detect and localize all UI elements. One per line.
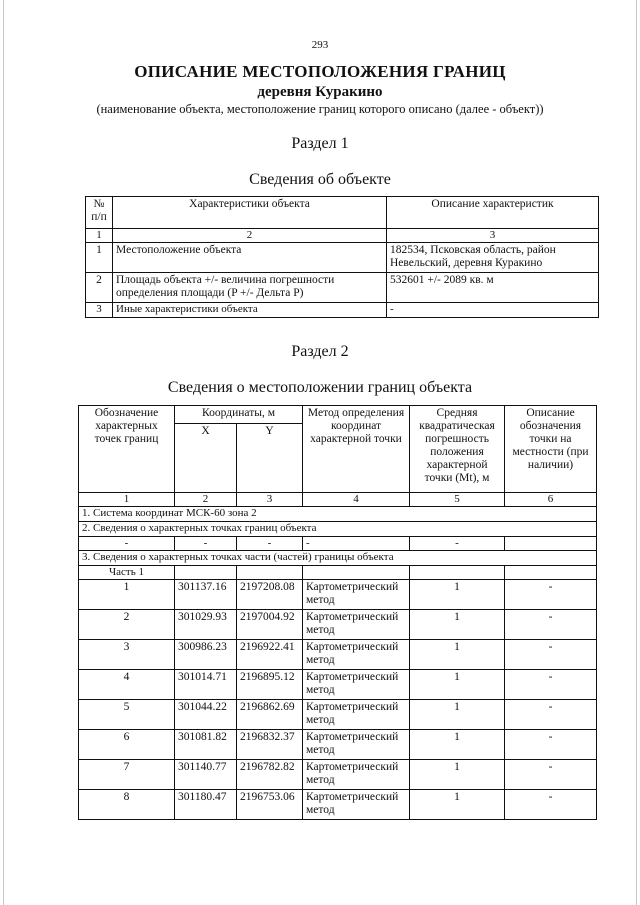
cell-dash: - — [79, 537, 175, 551]
point-x: 301180.47 — [175, 790, 237, 820]
point-y: 2196832.37 — [237, 730, 303, 760]
table-row — [79, 700, 597, 730]
cell-dash: - — [303, 537, 410, 551]
header-x: X — [175, 424, 237, 493]
point-method: Картометрический метод — [303, 670, 410, 700]
point-number: 7 — [79, 760, 175, 790]
header-y: Y — [237, 424, 303, 493]
cell-dash — [505, 537, 597, 551]
section1-heading: Раздел 1 — [291, 135, 349, 152]
section2-caption: Сведения о местоположении границ объекта — [167, 379, 473, 396]
table-row — [79, 537, 597, 551]
point-error: 1 — [410, 790, 505, 820]
point-number: 2 — [79, 610, 175, 640]
table-row — [79, 760, 597, 790]
page-number: 293 — [311, 39, 329, 51]
object-info-table — [85, 196, 599, 318]
point-method: Картометрический метод — [303, 760, 410, 790]
table-row — [79, 670, 597, 700]
table-row — [79, 580, 597, 610]
col-number: 2 — [175, 493, 237, 507]
point-x: 300986.23 — [175, 640, 237, 670]
cell-dash: - — [175, 537, 237, 551]
table-row — [79, 730, 597, 760]
table-row — [86, 303, 599, 318]
empty-cell — [237, 566, 303, 580]
col-number: 1 — [79, 493, 175, 507]
row-description: 182534, Псковская область, район Невельский, деревня Куракино — [387, 243, 599, 273]
point-x: 301081.82 — [175, 730, 237, 760]
header-point: Обозначение характерных точек границ — [79, 406, 175, 493]
point-y: 2196753.06 — [237, 790, 303, 820]
cell-dash: - — [410, 537, 505, 551]
coordinate-system-row: 1. Система координат МСК-60 зона 2 — [79, 507, 597, 522]
point-number: 4 — [79, 670, 175, 700]
point-number: 3 — [79, 640, 175, 670]
point-method: Картометрический метод — [303, 610, 410, 640]
point-number: 6 — [79, 730, 175, 760]
point-error: 1 — [410, 730, 505, 760]
col-number: 1 — [86, 229, 113, 243]
point-x: 301044.22 — [175, 700, 237, 730]
row-characteristic: Площадь объекта +/- величина погрешности определения площади (P +/- Дельта P) — [113, 273, 387, 303]
point-error: 1 — [410, 700, 505, 730]
point-marking: - — [505, 790, 597, 820]
table-row — [86, 273, 599, 303]
point-number: 5 — [79, 700, 175, 730]
object-name: деревня Куракино — [257, 84, 383, 100]
point-error: 1 — [410, 670, 505, 700]
row-description: - — [387, 303, 599, 318]
point-method: Картометрический метод — [303, 730, 410, 760]
row-description: 532601 +/- 2089 кв. м — [387, 273, 599, 303]
point-method: Картометрический метод — [303, 790, 410, 820]
empty-cell — [505, 566, 597, 580]
point-x: 301029.93 — [175, 610, 237, 640]
point-method: Картометрический метод — [303, 640, 410, 670]
part-points-section-row: 3. Сведения о характерных точках части (частей) границы объекта — [79, 551, 597, 566]
col-number: 6 — [505, 493, 597, 507]
header-marking: Описание обозначения точки на местности (при наличии) — [505, 406, 597, 493]
point-marking: - — [505, 730, 597, 760]
row-num: 1 — [86, 243, 113, 273]
col-number: 5 — [410, 493, 505, 507]
point-marking: - — [505, 580, 597, 610]
point-error: 1 — [410, 610, 505, 640]
point-error: 1 — [410, 580, 505, 610]
point-error: 1 — [410, 760, 505, 790]
empty-cell — [410, 566, 505, 580]
point-error: 1 — [410, 640, 505, 670]
table-row — [79, 790, 597, 820]
point-y: 2197208.08 — [237, 580, 303, 610]
table-row — [79, 640, 597, 670]
point-marking: - — [505, 700, 597, 730]
point-method: Картометрический метод — [303, 700, 410, 730]
row-num: 3 — [86, 303, 113, 318]
point-y: 2197004.92 — [237, 610, 303, 640]
point-number: 1 — [79, 580, 175, 610]
part-label: Часть 1 — [79, 566, 175, 580]
point-y: 2196922.41 — [237, 640, 303, 670]
header-method: Метод определения координат характерной точки — [303, 406, 410, 493]
point-number: 8 — [79, 790, 175, 820]
point-x: 301140.77 — [175, 760, 237, 790]
col-number: 3 — [387, 229, 599, 243]
cell-dash: - — [237, 537, 303, 551]
point-x: 301137.16 — [175, 580, 237, 610]
section1-caption: Сведения об объекте — [249, 171, 391, 188]
table-row — [86, 243, 599, 273]
point-y: 2196862.69 — [237, 700, 303, 730]
point-method: Картометрический метод — [303, 580, 410, 610]
object-name-note: (наименование объекта, местоположение границ которого описано (далее - объект)) — [96, 102, 544, 116]
col-number: 3 — [237, 493, 303, 507]
empty-cell — [303, 566, 410, 580]
col-number: 2 — [113, 229, 387, 243]
point-marking: - — [505, 760, 597, 790]
header-characteristic: Характеристики объекта — [113, 197, 387, 229]
boundary-points-table — [78, 405, 597, 820]
col-number: 4 — [303, 493, 410, 507]
point-marking: - — [505, 610, 597, 640]
header-error: Средняя квадратическая погрешность положения характерной точки (Мt), м — [410, 406, 505, 493]
row-num: 2 — [86, 273, 113, 303]
point-marking: - — [505, 640, 597, 670]
point-y: 2196782.82 — [237, 760, 303, 790]
point-marking: - — [505, 670, 597, 700]
document-title: ОПИСАНИЕ МЕСТОПОЛОЖЕНИЯ ГРАНИЦ — [134, 62, 506, 81]
header-description: Описание характеристик — [387, 197, 599, 229]
row-characteristic: Местоположение объекта — [113, 243, 387, 273]
boundary-points-section-row: 2. Сведения о характерных точках границ объекта — [79, 522, 597, 537]
point-y: 2196895.12 — [237, 670, 303, 700]
row-characteristic: Иные характеристики объекта — [113, 303, 387, 318]
header-num: № п/п — [86, 197, 113, 229]
table-row — [79, 610, 597, 640]
empty-cell — [175, 566, 237, 580]
point-x: 301014.71 — [175, 670, 237, 700]
header-coords: Координаты, м — [175, 406, 303, 424]
section2-heading: Раздел 2 — [291, 343, 349, 360]
